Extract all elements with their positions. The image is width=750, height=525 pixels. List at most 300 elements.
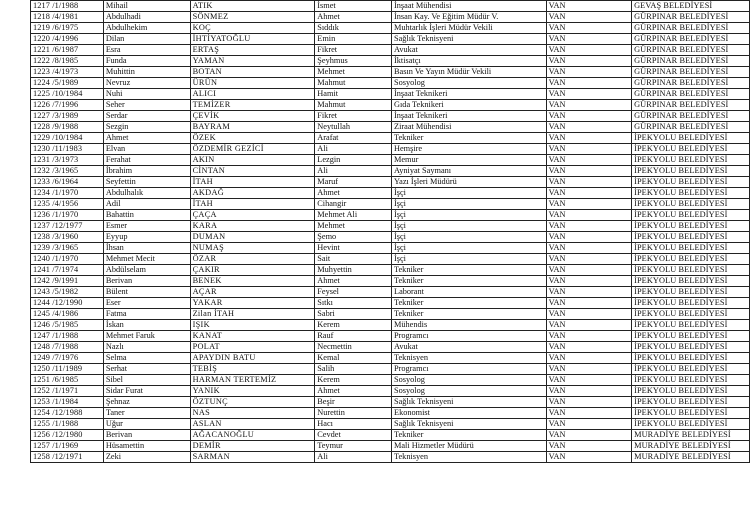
row-number: 1217 xyxy=(33,1,50,10)
job-title-cell: Ayniyat Saymanı xyxy=(392,166,547,177)
institution-cell: İPEKYOLU BELEDİYESİ xyxy=(632,287,750,298)
job-title-cell: Sağlık Teknisyeni xyxy=(392,34,547,45)
table-row xyxy=(31,177,750,188)
cell-no-date xyxy=(31,452,104,463)
city-cell: VAN xyxy=(546,133,631,144)
last-name-cell: YAKAR xyxy=(190,298,315,309)
city-cell: VAN xyxy=(546,188,631,199)
last-name-cell: BENEK xyxy=(190,276,315,287)
birth-date: /12/1990 xyxy=(52,298,83,307)
father-name-cell: Kerem xyxy=(315,320,392,331)
cell-no-date xyxy=(31,155,104,166)
first-name-cell: Ahmet xyxy=(103,133,190,144)
cell-no-date xyxy=(31,375,104,386)
row-number: 1221 xyxy=(33,45,50,54)
last-name-cell: NUMAŞ xyxy=(190,243,315,254)
last-name-cell: CİNTAN xyxy=(190,166,315,177)
institution-cell: İPEKYOLU BELEDİYESİ xyxy=(632,408,750,419)
job-title-cell: Avukat xyxy=(392,45,547,56)
birth-date: /6/1975 xyxy=(52,23,79,32)
birth-date: /12/1980 xyxy=(52,430,83,439)
table-row xyxy=(31,45,750,56)
city-cell: VAN xyxy=(546,452,631,463)
job-title-cell: İşçi xyxy=(392,221,547,232)
row-number: 1218 xyxy=(33,12,50,21)
row-number: 1232 xyxy=(33,166,50,175)
city-cell: VAN xyxy=(546,89,631,100)
institution-cell: İPEKYOLU BELEDİYESİ xyxy=(632,309,750,320)
cell-no-date xyxy=(31,78,104,89)
job-title-cell: İşçi xyxy=(392,243,547,254)
cell-no-date xyxy=(31,1,104,12)
table-row xyxy=(31,12,750,23)
last-name-cell: BOTAN xyxy=(190,67,315,78)
birth-date: /1/1970 xyxy=(52,210,79,219)
cell-no-date xyxy=(31,210,104,221)
institution-cell: İPEKYOLU BELEDİYESİ xyxy=(632,353,750,364)
city-cell: VAN xyxy=(546,78,631,89)
table-row xyxy=(31,254,750,265)
institution-cell: GÜRPINAR BELEDİYESİ xyxy=(632,12,750,23)
row-number: 1251 xyxy=(33,375,50,384)
job-title-cell: Sağlık Teknisyeni xyxy=(392,397,547,408)
job-title-cell: Programcı xyxy=(392,331,547,342)
job-title-cell: Memur xyxy=(392,155,547,166)
first-name-cell: Adil xyxy=(103,199,190,210)
institution-cell: İPEKYOLU BELEDİYESİ xyxy=(632,133,750,144)
cell-no-date xyxy=(31,144,104,155)
table-row xyxy=(31,133,750,144)
cell-no-date xyxy=(31,177,104,188)
father-name-cell: Lezgin xyxy=(315,155,392,166)
job-title-cell: Sosyolog xyxy=(392,78,547,89)
table-row xyxy=(31,441,750,452)
last-name-cell: ERTAŞ xyxy=(190,45,315,56)
institution-cell: GÜRPINAR BELEDİYESİ xyxy=(632,34,750,45)
birth-date: /3/1960 xyxy=(52,232,79,241)
first-name-cell: Dilan xyxy=(103,34,190,45)
father-name-cell: Mehmet xyxy=(315,221,392,232)
last-name-cell: ÖZAR xyxy=(190,254,315,265)
first-name-cell: Eyyup xyxy=(103,232,190,243)
table-row xyxy=(31,166,750,177)
institution-cell: İPEKYOLU BELEDİYESİ xyxy=(632,375,750,386)
father-name-cell: Ahmet xyxy=(315,188,392,199)
institution-cell: İPEKYOLU BELEDİYESİ xyxy=(632,243,750,254)
table-row xyxy=(31,210,750,221)
father-name-cell: Cevdet xyxy=(315,430,392,441)
birth-date: /6/1964 xyxy=(52,177,79,186)
table-row xyxy=(31,1,750,12)
last-name-cell: ÖZTUNÇ xyxy=(190,397,315,408)
row-number: 1225 xyxy=(33,89,50,98)
job-title-cell: İşçi xyxy=(392,188,547,199)
city-cell: VAN xyxy=(546,12,631,23)
first-name-cell: İhsan xyxy=(103,243,190,254)
father-name-cell: Ahmet xyxy=(315,276,392,287)
personnel-table xyxy=(30,0,750,463)
cell-no-date xyxy=(31,199,104,210)
job-title-cell: Ziraat Mühendisi xyxy=(392,122,547,133)
job-title-cell: Teknisyen xyxy=(392,452,547,463)
last-name-cell: KOÇ xyxy=(190,23,315,34)
father-name-cell: Rauf xyxy=(315,331,392,342)
father-name-cell: Ahmet xyxy=(315,386,392,397)
city-cell: VAN xyxy=(546,364,631,375)
cell-no-date xyxy=(31,320,104,331)
birth-date: /1/1988 xyxy=(52,331,79,340)
institution-cell: GÜRPINAR BELEDİYESİ xyxy=(632,56,750,67)
institution-cell: GÜRPINAR BELEDİYESİ xyxy=(632,89,750,100)
table-row xyxy=(31,287,750,298)
row-number: 1256 xyxy=(33,430,50,439)
birth-date: /1/1970 xyxy=(52,188,79,197)
first-name-cell: Elvan xyxy=(103,144,190,155)
last-name-cell: ÜRÜN xyxy=(190,78,315,89)
last-name-cell: TEMİZER xyxy=(190,100,315,111)
birth-date: /6/1987 xyxy=(52,45,79,54)
birth-date: /5/1985 xyxy=(52,320,79,329)
city-cell: VAN xyxy=(546,199,631,210)
cell-no-date xyxy=(31,265,104,276)
birth-date: /4/1986 xyxy=(52,309,79,318)
cell-no-date xyxy=(31,441,104,452)
job-title-cell: Tekniker xyxy=(392,309,547,320)
row-number: 1219 xyxy=(33,23,50,32)
father-name-cell: Maruf xyxy=(315,177,392,188)
father-name-cell: Kemal xyxy=(315,353,392,364)
institution-cell: İPEKYOLU BELEDİYESİ xyxy=(632,342,750,353)
cell-no-date xyxy=(31,34,104,45)
last-name-cell: SÖNMEZ xyxy=(190,12,315,23)
first-name-cell: İbrahim xyxy=(103,166,190,177)
father-name-cell: Beşir xyxy=(315,397,392,408)
row-number: 1223 xyxy=(33,67,50,76)
city-cell: VAN xyxy=(546,298,631,309)
job-title-cell: İşçi xyxy=(392,210,547,221)
father-name-cell: Mehmet Ali xyxy=(315,210,392,221)
city-cell: VAN xyxy=(546,386,631,397)
city-cell: VAN xyxy=(546,34,631,45)
first-name-cell: Zeki xyxy=(103,452,190,463)
last-name-cell: SARMAN xyxy=(190,452,315,463)
cell-no-date xyxy=(31,111,104,122)
job-title-cell: İnşaat Mühendisi xyxy=(392,1,547,12)
row-number: 1244 xyxy=(33,298,50,307)
first-name-cell: Sidar Furat xyxy=(103,386,190,397)
institution-cell: GÜRPINAR BELEDİYESİ xyxy=(632,23,750,34)
city-cell: VAN xyxy=(546,441,631,452)
city-cell: VAN xyxy=(546,177,631,188)
first-name-cell: Berivan xyxy=(103,430,190,441)
birth-date: /3/1989 xyxy=(52,111,79,120)
city-cell: VAN xyxy=(546,276,631,287)
table-row xyxy=(31,67,750,78)
father-name-cell: Fikret xyxy=(315,45,392,56)
father-name-cell: Salih xyxy=(315,364,392,375)
table-row xyxy=(31,342,750,353)
birth-date: /1/1984 xyxy=(52,397,79,406)
last-name-cell: İHTİYATOĞLU xyxy=(190,34,315,45)
city-cell: VAN xyxy=(546,430,631,441)
cell-no-date xyxy=(31,419,104,430)
institution-cell: İPEKYOLU BELEDİYESİ xyxy=(632,210,750,221)
last-name-cell: TEBİŞ xyxy=(190,364,315,375)
job-title-cell: Gıda Teknikeri xyxy=(392,100,547,111)
father-name-cell: Kerem xyxy=(315,375,392,386)
institution-cell: İPEKYOLU BELEDİYESİ xyxy=(632,265,750,276)
city-cell: VAN xyxy=(546,166,631,177)
first-name-cell: Serhat xyxy=(103,364,190,375)
father-name-cell: Mahmut xyxy=(315,100,392,111)
first-name-cell: Seyfettin xyxy=(103,177,190,188)
institution-cell: İPEKYOLU BELEDİYESİ xyxy=(632,232,750,243)
institution-cell: GÜRPINAR BELEDİYESİ xyxy=(632,45,750,56)
cell-no-date xyxy=(31,408,104,419)
row-number: 1255 xyxy=(33,419,50,428)
table-row xyxy=(31,122,750,133)
city-cell: VAN xyxy=(546,342,631,353)
row-number: 1227 xyxy=(33,111,50,120)
job-title-cell: İnşaat Teknikeri xyxy=(392,89,547,100)
last-name-cell: POLAT xyxy=(190,342,315,353)
birth-date: /1/1971 xyxy=(52,386,79,395)
table-row xyxy=(31,419,750,430)
row-number: 1250 xyxy=(33,364,50,373)
last-name-cell: APAYDIN BATU xyxy=(190,353,315,364)
birth-date: /5/1982 xyxy=(52,287,79,296)
row-number: 1220 xyxy=(33,34,50,43)
cell-no-date xyxy=(31,67,104,78)
job-title-cell: İnsan Kay. Ve Eğitim Müdür V. xyxy=(392,12,547,23)
institution-cell: İPEKYOLU BELEDİYESİ xyxy=(632,199,750,210)
first-name-cell: Şehnaz xyxy=(103,397,190,408)
birth-date: /11/1983 xyxy=(52,144,83,153)
job-title-cell: İnşaat Teknikeri xyxy=(392,111,547,122)
job-title-cell: Tekniker xyxy=(392,430,547,441)
table-row xyxy=(31,243,750,254)
city-cell: VAN xyxy=(546,353,631,364)
first-name-cell: Berivan xyxy=(103,276,190,287)
first-name-cell: Abdulhekim xyxy=(103,23,190,34)
first-name-cell: Abdülselam xyxy=(103,265,190,276)
first-name-cell: Sibel xyxy=(103,375,190,386)
first-name-cell: Hüsamettin xyxy=(103,441,190,452)
birth-date: /8/1985 xyxy=(52,56,79,65)
father-name-cell: Muhyettin xyxy=(315,265,392,276)
job-title-cell: Sosyolog xyxy=(392,386,547,397)
birth-date: /5/1989 xyxy=(52,78,79,87)
city-cell: VAN xyxy=(546,419,631,430)
cell-no-date xyxy=(31,342,104,353)
job-title-cell: Ekonomist xyxy=(392,408,547,419)
job-title-cell: Hemşire xyxy=(392,144,547,155)
table-row xyxy=(31,452,750,463)
table-row xyxy=(31,353,750,364)
job-title-cell: İşçi xyxy=(392,232,547,243)
father-name-cell: Mahmut xyxy=(315,78,392,89)
birth-date: /1/1970 xyxy=(52,254,79,263)
first-name-cell: Esra xyxy=(103,45,190,56)
job-title-cell: İşçi xyxy=(392,199,547,210)
last-name-cell: ÖZEK xyxy=(190,133,315,144)
cell-no-date xyxy=(31,232,104,243)
first-name-cell: Selma xyxy=(103,353,190,364)
institution-cell: GÜRPINAR BELEDİYESİ xyxy=(632,100,750,111)
city-cell: VAN xyxy=(546,100,631,111)
city-cell: VAN xyxy=(546,111,631,122)
birth-date: /12/1971 xyxy=(52,452,83,461)
institution-cell: İPEKYOLU BELEDİYESİ xyxy=(632,221,750,232)
row-number: 1236 xyxy=(33,210,50,219)
row-number: 1233 xyxy=(33,177,50,186)
job-title-cell: Yazı İşleri Müdürü xyxy=(392,177,547,188)
city-cell: VAN xyxy=(546,221,631,232)
table-row xyxy=(31,331,750,342)
first-name-cell: Funda xyxy=(103,56,190,67)
table-row xyxy=(31,364,750,375)
birth-date: /3/1973 xyxy=(52,155,79,164)
cell-no-date xyxy=(31,430,104,441)
table-row xyxy=(31,23,750,34)
row-number: 1231 xyxy=(33,155,50,164)
row-number: 1242 xyxy=(33,276,50,285)
father-name-cell: Hamit xyxy=(315,89,392,100)
father-name-cell: Sıddık xyxy=(315,23,392,34)
institution-cell: İPEKYOLU BELEDİYESİ xyxy=(632,276,750,287)
city-cell: VAN xyxy=(546,210,631,221)
row-number: 1253 xyxy=(33,397,50,406)
city-cell: VAN xyxy=(546,45,631,56)
last-name-cell: ÇAÇA xyxy=(190,210,315,221)
city-cell: VAN xyxy=(546,243,631,254)
birth-date: /1/1988 xyxy=(52,419,79,428)
table-row xyxy=(31,78,750,89)
father-name-cell: Neytullah xyxy=(315,122,392,133)
city-cell: VAN xyxy=(546,397,631,408)
cell-no-date xyxy=(31,397,104,408)
last-name-cell: ÖZDEMİR GEZİCİ xyxy=(190,144,315,155)
birth-date: /3/1965 xyxy=(52,243,79,252)
city-cell: VAN xyxy=(546,309,631,320)
first-name-cell: Bahattin xyxy=(103,210,190,221)
birth-date: /7/1974 xyxy=(52,265,79,274)
table-row xyxy=(31,155,750,166)
last-name-cell: KARA xyxy=(190,221,315,232)
institution-cell: MURADİYE BELEDİYESİ xyxy=(632,441,750,452)
first-name-cell: Uğur xyxy=(103,419,190,430)
city-cell: VAN xyxy=(546,232,631,243)
institution-cell: İPEKYOLU BELEDİYESİ xyxy=(632,166,750,177)
father-name-cell: Hevint xyxy=(315,243,392,254)
first-name-cell: Esmer xyxy=(103,221,190,232)
birth-date: /4/1973 xyxy=(52,67,79,76)
table-row xyxy=(31,89,750,100)
row-number: 1235 xyxy=(33,199,50,208)
table-row xyxy=(31,144,750,155)
first-name-cell: Taner xyxy=(103,408,190,419)
row-number: 1239 xyxy=(33,243,50,252)
city-cell: VAN xyxy=(546,23,631,34)
row-number: 1238 xyxy=(33,232,50,241)
last-name-cell: ÇAKIR xyxy=(190,265,315,276)
first-name-cell: Nevruz xyxy=(103,78,190,89)
cell-no-date xyxy=(31,309,104,320)
city-cell: VAN xyxy=(546,67,631,78)
cell-no-date xyxy=(31,221,104,232)
cell-no-date xyxy=(31,56,104,67)
table-row xyxy=(31,34,750,45)
row-number: 1234 xyxy=(33,188,50,197)
row-number: 1241 xyxy=(33,265,50,274)
birth-date: /1/1988 xyxy=(52,1,79,10)
birth-date: /7/1988 xyxy=(52,342,79,351)
father-name-cell: Hacı xyxy=(315,419,392,430)
table-row xyxy=(31,199,750,210)
cell-no-date xyxy=(31,298,104,309)
row-number: 1247 xyxy=(33,331,50,340)
row-number: 1240 xyxy=(33,254,50,263)
city-cell: VAN xyxy=(546,155,631,166)
city-cell: VAN xyxy=(546,408,631,419)
city-cell: VAN xyxy=(546,265,631,276)
last-name-cell: YANIK xyxy=(190,386,315,397)
first-name-cell: Eser xyxy=(103,298,190,309)
father-name-cell: Sıtkı xyxy=(315,298,392,309)
last-name-cell: AKDAĞ xyxy=(190,188,315,199)
first-name-cell: Serdar xyxy=(103,111,190,122)
city-cell: VAN xyxy=(546,254,631,265)
cell-no-date xyxy=(31,188,104,199)
job-title-cell: Sağlık Teknisyeni xyxy=(392,419,547,430)
last-name-cell: DUMAN xyxy=(190,232,315,243)
table-row xyxy=(31,276,750,287)
institution-cell: İPEKYOLU BELEDİYESİ xyxy=(632,320,750,331)
father-name-cell: Ali xyxy=(315,166,392,177)
institution-cell: İPEKYOLU BELEDİYESİ xyxy=(632,331,750,342)
row-number: 1226 xyxy=(33,100,50,109)
birth-date: /6/1985 xyxy=(52,375,79,384)
row-number: 1254 xyxy=(33,408,50,417)
institution-cell: GEVAŞ BELEDİYESİ xyxy=(632,1,750,12)
birth-date: /4/1996 xyxy=(52,34,79,43)
first-name-cell: Sezgin xyxy=(103,122,190,133)
institution-cell: İPEKYOLU BELEDİYESİ xyxy=(632,177,750,188)
cell-no-date xyxy=(31,166,104,177)
job-title-cell: Programcı xyxy=(392,364,547,375)
job-title-cell: Mühendis xyxy=(392,320,547,331)
last-name-cell: IŞIK xyxy=(190,320,315,331)
birth-date: /12/1977 xyxy=(52,221,83,230)
first-name-cell: Fatma xyxy=(103,309,190,320)
city-cell: VAN xyxy=(546,375,631,386)
father-name-cell: Ali xyxy=(315,144,392,155)
cell-no-date xyxy=(31,100,104,111)
job-title-cell: Tekniker xyxy=(392,133,547,144)
first-name-cell: Seher xyxy=(103,100,190,111)
row-number: 1252 xyxy=(33,386,50,395)
table-row xyxy=(31,397,750,408)
row-number: 1245 xyxy=(33,309,50,318)
first-name-cell: Mehmet Mecit xyxy=(103,254,190,265)
father-name-cell: Necmettin xyxy=(315,342,392,353)
father-name-cell: Şeyhmus xyxy=(315,56,392,67)
birth-date: /4/1956 xyxy=(52,199,79,208)
institution-cell: İPEKYOLU BELEDİYESİ xyxy=(632,254,750,265)
row-number: 1246 xyxy=(33,320,50,329)
city-cell: VAN xyxy=(546,287,631,298)
institution-cell: MURADİYE BELEDİYESİ xyxy=(632,452,750,463)
